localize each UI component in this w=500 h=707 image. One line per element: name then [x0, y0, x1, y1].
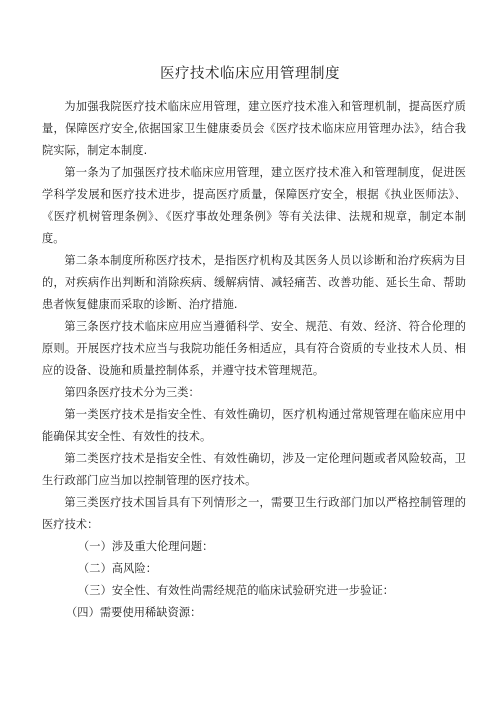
article-2-paragraph: 第二条本制度所称医疗技术，是指医疗机构及其医务人员以诊断和治疗疾病为目的，对疾病作出判断和消除疾病、缓解病情、减轻痛苦、改善功能、延长生命、帮助患者恢复健康而采取的诊断、治疗措施.	[42, 254, 466, 311]
document-title: 医疗技术临床应用管理制度	[160, 66, 340, 82]
category-1-paragraph: 第一类医疗技术是指安全性、有效性确切，医疗机构通过常规管理在临床应用中能确保其安全性、有效性的技术。	[42, 408, 466, 443]
list-item: （三）安全性、有效性尚需经规范的临床试验研究进一步验证：	[78, 584, 395, 597]
list-item: （四）需要使用稀缺资源：	[66, 606, 202, 619]
list-item: （二）高风险：	[78, 562, 158, 575]
list-item: （一）涉及重大伦理问题：	[78, 540, 214, 553]
intro-paragraph: 为加强我院医疗技术临床应用管理，建立医疗技术准入和管理机制，提高医疗质量，保障医疗安全,依据国家卫生健康委员会《医疗技术临床应用管理办法》，结合我院实际，制定本制度.	[42, 100, 466, 157]
article-1-paragraph: 第一条为了加强医疗技术临床应用管理，建立医疗技术准入和管理制度，促进医学科学发展和医疗技术进步，提高医疗质量，保障医疗安全，根据《执业医师法》、《医疗机树管理条例》、《医疗事故处理条例》等有关法律、法规和规章，制定本制度。	[42, 166, 466, 245]
article-3-paragraph: 第三条医疗技术临床应用应当遵循科学、安全、规范、有效、经济、符合伦理的原则。开展医疗技术应当与我院功能任务相适应，具有符合资质的专业技术人员、相应的设备、设施和质量控制体系，并遵守技术管理规范。	[42, 320, 466, 377]
category-2-paragraph: 第二类医疗技术是指安全性、有效性确切，涉及一定伦理问题或者风险较高，卫生行政部门应当加以控制管理的医疗技术。	[42, 452, 466, 487]
category-3-paragraph: 第三类医疗技术国旨具有下列情形之一，需要卫生行政部门加以严格控制管理的医疗技术：	[42, 496, 466, 531]
document-body	[42, 96, 466, 624]
article-4-paragraph: 第四条医疗技术分为三类：	[64, 386, 200, 399]
